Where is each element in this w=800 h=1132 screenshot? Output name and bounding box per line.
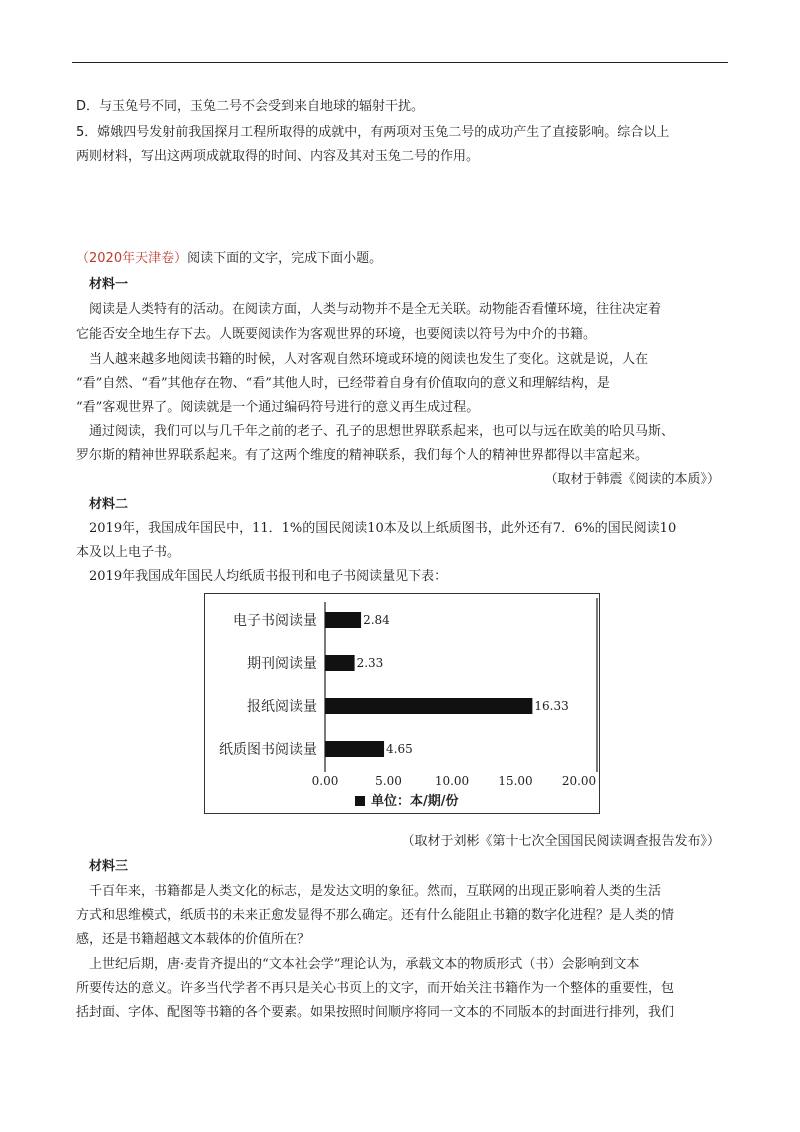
material-2-line-3: 2019年我国成年国民人均纸质书报刊和电子书阅读量见下表： <box>89 569 448 584</box>
material-3-line-6: 括封面、字体、配图等书籍的各个要素。如果按照时间顺序将同一文本的不同版本的封面进行排列，我们 <box>76 1005 675 1020</box>
material-3-line-2: 方式和思维模式，纸质书的未来正愈发显得不那么确定。还有什么能阻止书籍的数字化进程？是人类的情 <box>76 908 675 923</box>
material-3-line-3: 感，还是书籍超越文本载体的价值所在？ <box>76 932 311 947</box>
material-2-title: 材料二 <box>89 497 129 512</box>
material-1-line-2: 它能否安全地生存下去。人既要阅读作为客观世界的环境，也要阅读以符号为中介的书籍。 <box>76 327 597 342</box>
question-d-option: D．与玉兔号不同，玉兔二号不会受到来自地球的辐射干扰。 <box>76 99 425 114</box>
material-3-line-5: 所要传达的意义。许多当代学者不再只是关心书页上的文字，而开始关注书籍作为一个整体的重要性，包 <box>76 981 675 996</box>
material-1-line-7: 罗尔斯的精神世界联系起来。有了这两个维度的精神联系，我们每个人的精神世界都得以丰富起来。 <box>76 448 649 463</box>
chart-value-label: 2.33 <box>356 656 384 670</box>
chart-value-label: 2.84 <box>363 613 390 627</box>
material-2-line-1: 2019年，我国成年国民中，11．1%的国民阅读10本及以上纸质图书，此外还有7．6%的国民阅读10 <box>89 521 677 536</box>
material-1-line-3: 当人越来越多地阅读书籍的时候，人对客观自然环境或环境的阅读也发生了变化。这就是说，人在 <box>89 352 649 367</box>
chart-bar <box>325 698 532 714</box>
question-5-line-2: 两则材料，写出这两项成就取得的时间、内容及其对玉兔二号的作用。 <box>76 149 480 164</box>
chart-bar <box>325 655 355 671</box>
reading-chart-svg <box>205 594 601 815</box>
chart-x-tick-label: 5.00 <box>375 774 402 788</box>
chart-category-label: 纸质图书阅读量 <box>219 742 317 758</box>
intro-text: 阅读下面的文字，完成下面小题。 <box>187 251 383 266</box>
chart-legend-swatch <box>355 796 365 806</box>
question-5-line-1: 5．嫦娥四号发射前我国探月工程所取得的成就中，有两项对玉兔二号的成功产生了直接影响。综合以上 <box>76 125 670 140</box>
material-1-citation: （取材于韩震《阅读的本质》） <box>544 472 720 487</box>
chart-category-label: 报纸阅读量 <box>247 699 317 715</box>
material-2-citation: （取材于刘彬《第十七次全国国民阅读调查报告发布》） <box>401 834 720 849</box>
material-1-line-5: “看”客观世界了。阅读就是一个通过编码符号进行的意义再生成过程。 <box>76 400 480 415</box>
chart-x-tick-label: 15.00 <box>498 774 533 788</box>
passage-intro <box>76 249 382 269</box>
chart-x-tick-label: 10.00 <box>434 774 470 788</box>
chart-value-label: 4.65 <box>386 742 413 756</box>
chart-x-tick-label: 0.00 <box>311 774 339 788</box>
material-1-line-4: “看”自然、“看”其他存在物、“看”其他人时，已经带着自身有价值取向的意义和理解结构，是 <box>76 376 610 391</box>
material-1-line-6: 通过阅读，我们可以与几千年之前的老子、孔子的思想世界联系起来，也可以与远在欧美的哈贝马斯、 <box>89 424 675 439</box>
material-3-title: 材料三 <box>89 859 129 874</box>
chart-bar <box>325 612 361 628</box>
material-2-line-2: 本及以上电子书。 <box>76 545 181 560</box>
chart-bar <box>325 741 384 757</box>
material-3-line-4: 上世纪后期，唐·麦肯齐提出的“文本社会学”理论认为，承载文本的物质形式（书）会影响到文本 <box>89 957 640 972</box>
chart-legend-label: 单位：本/期/份 <box>371 794 459 809</box>
chart-value-label: 16.33 <box>534 699 569 713</box>
material-3-line-1: 千百年来，书籍都是人类文化的标志，是发达文明的象征。然而，互联网的出现正影响着人类的生活 <box>89 884 662 899</box>
chart-category-label: 电子书阅读量 <box>233 613 317 629</box>
header-rule <box>72 62 728 63</box>
material-1-line-1: 阅读是人类特有的活动。在阅读方面，人类与动物并不是全无关联。动物能否看懂环境，往往决定着 <box>89 302 662 317</box>
reading-chart <box>204 593 600 814</box>
chart-x-tick-label: 20.00 <box>561 774 597 788</box>
chart-category-label: 期刊阅读量 <box>247 656 317 672</box>
material-1-title: 材料一 <box>89 277 129 292</box>
exam-source: （2020年天津卷） <box>76 251 188 266</box>
